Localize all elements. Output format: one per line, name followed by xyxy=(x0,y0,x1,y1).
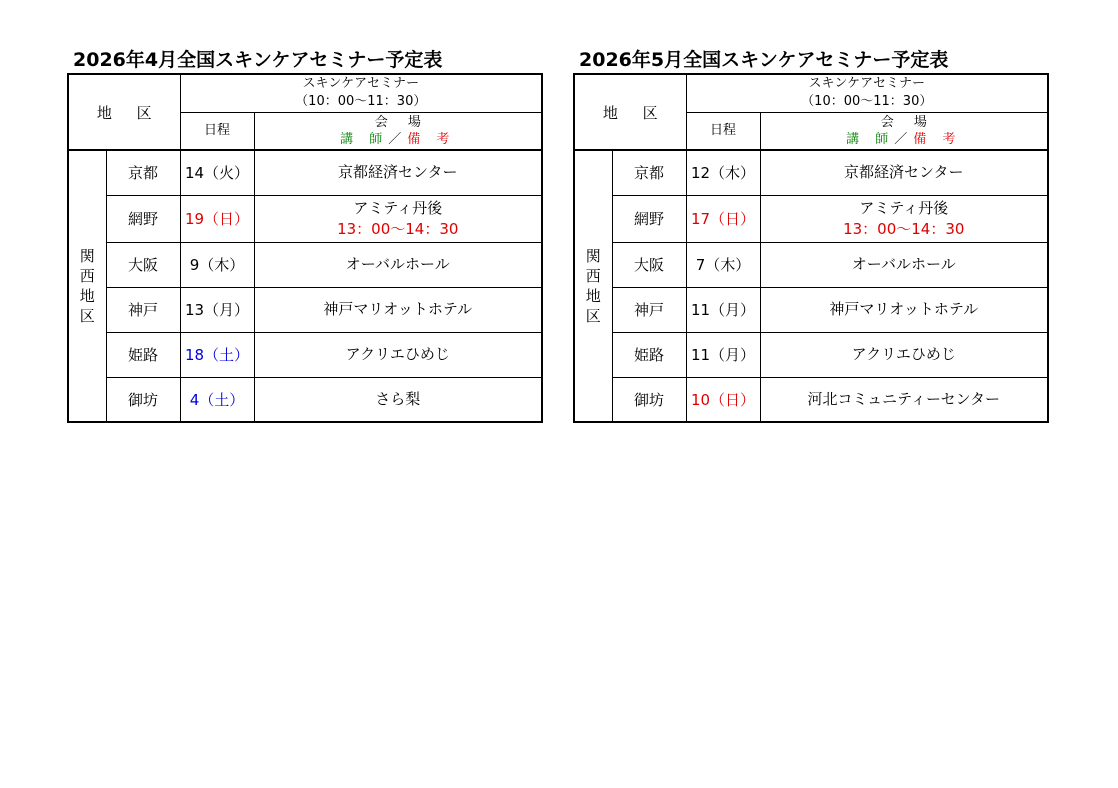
venue-cell xyxy=(760,242,1048,287)
venue-note: 13：00～14：30 xyxy=(843,219,965,238)
venue-name: 神戸マリオットホテル xyxy=(829,300,979,318)
venue-cell xyxy=(254,377,542,422)
area-char: 関 xyxy=(79,247,95,265)
date-cell: 12（木） xyxy=(686,150,760,195)
venue-name: オーバルホール xyxy=(851,255,956,273)
separator: ／ xyxy=(894,131,914,147)
city-cell: 御坊 xyxy=(106,377,180,422)
venue-name: 京都経済センター xyxy=(844,163,964,182)
city-cell: 神戸 xyxy=(106,287,180,332)
region-header: 地 区 xyxy=(68,74,180,150)
date-cell: 9（木） xyxy=(180,242,254,287)
date-cell: 19（日） xyxy=(180,195,254,242)
city-cell: 大阪 xyxy=(612,242,686,287)
instructor-label: 講 師 xyxy=(340,131,389,147)
date-cell: 14（火） xyxy=(180,150,254,195)
date-header: 日程 xyxy=(686,112,760,150)
table-row xyxy=(68,242,542,287)
date-cell: 4（土） xyxy=(180,377,254,422)
venue-name: オーバルホール xyxy=(345,255,450,273)
table-row xyxy=(68,332,542,377)
notes-label: 備 考 xyxy=(407,131,456,147)
venue-cell xyxy=(254,195,542,242)
area-char: 地 xyxy=(585,287,601,305)
venue-cell xyxy=(760,195,1048,242)
table-row xyxy=(574,242,1048,287)
table-row xyxy=(574,195,1048,242)
schedule-title: 2026年4月全国スキンケアセミナー予定表 xyxy=(73,49,443,71)
city-cell: 網野 xyxy=(106,195,180,242)
city-cell: 神戸 xyxy=(612,287,686,332)
venue-cell xyxy=(254,150,542,195)
venue-cell xyxy=(254,242,542,287)
notes-label: 備 考 xyxy=(913,131,962,147)
date-cell: 10（日） xyxy=(686,377,760,422)
may-schedule xyxy=(573,48,1049,423)
area-char: 地 xyxy=(79,287,95,305)
separator: ／ xyxy=(388,131,408,147)
seminar-name: スキンケアセミナー xyxy=(302,76,419,92)
venue-name: アミティ丹後 xyxy=(353,198,443,217)
area-char: 西 xyxy=(79,267,95,285)
table-row xyxy=(574,332,1048,377)
venue-name: アクリエひめじ xyxy=(851,345,956,363)
venue-label: 会 場 xyxy=(880,114,935,130)
city-cell: 京都 xyxy=(106,150,180,195)
venue-cell xyxy=(760,377,1048,422)
venue-header xyxy=(760,112,1048,150)
seminar-name: スキンケアセミナー xyxy=(808,76,925,92)
area-char: 関 xyxy=(585,247,601,265)
venue-cell xyxy=(760,332,1048,377)
city-cell: 大阪 xyxy=(106,242,180,287)
venue-label: 会 場 xyxy=(374,114,429,130)
date-cell: 17（日） xyxy=(686,195,760,242)
area-cell xyxy=(574,150,612,422)
seminar-header xyxy=(180,74,542,112)
venue-cell xyxy=(254,287,542,332)
city-cell: 京都 xyxy=(612,150,686,195)
schedule-table xyxy=(573,73,1049,423)
venue-name: 京都経済センター xyxy=(338,163,458,182)
april-schedule xyxy=(67,48,543,423)
city-cell: 網野 xyxy=(612,195,686,242)
region-header: 地 区 xyxy=(574,74,686,150)
seminar-time: （10：00～11：30） xyxy=(801,94,933,110)
venue-name: アクリエひめじ xyxy=(345,345,450,363)
table-row xyxy=(68,287,542,332)
venue-cell xyxy=(760,150,1048,195)
date-cell: 11（月） xyxy=(686,332,760,377)
seminar-time: （10：00～11：30） xyxy=(295,94,427,110)
instructor-label: 講 師 xyxy=(846,131,895,147)
venue-name: さら梨 xyxy=(375,389,421,408)
table-row xyxy=(68,150,542,195)
date-cell: 13（月） xyxy=(180,287,254,332)
area-char: 区 xyxy=(585,307,601,325)
venue-name: 河北コミュニティーセンター xyxy=(807,389,1001,408)
area-char: 西 xyxy=(585,267,601,285)
table-row xyxy=(574,377,1048,422)
date-header: 日程 xyxy=(180,112,254,150)
schedule-table xyxy=(67,73,543,423)
city-cell: 姫路 xyxy=(612,332,686,377)
venue-name: アミティ丹後 xyxy=(859,198,949,217)
table-row xyxy=(68,377,542,422)
table-row xyxy=(574,150,1048,195)
area-cell xyxy=(68,150,106,422)
date-cell: 7（木） xyxy=(686,242,760,287)
venue-note: 13：00～14：30 xyxy=(337,219,459,238)
table-row xyxy=(574,287,1048,332)
area-char: 区 xyxy=(79,307,95,325)
date-cell: 11（月） xyxy=(686,287,760,332)
venue-cell xyxy=(254,332,542,377)
city-cell: 御坊 xyxy=(612,377,686,422)
table-row xyxy=(68,195,542,242)
venue-name: 神戸マリオットホテル xyxy=(323,300,473,318)
venue-cell xyxy=(760,287,1048,332)
venue-header xyxy=(254,112,542,150)
city-cell: 姫路 xyxy=(106,332,180,377)
seminar-header xyxy=(686,74,1048,112)
date-cell: 18（土） xyxy=(180,332,254,377)
schedule-title: 2026年5月全国スキンケアセミナー予定表 xyxy=(579,49,949,71)
